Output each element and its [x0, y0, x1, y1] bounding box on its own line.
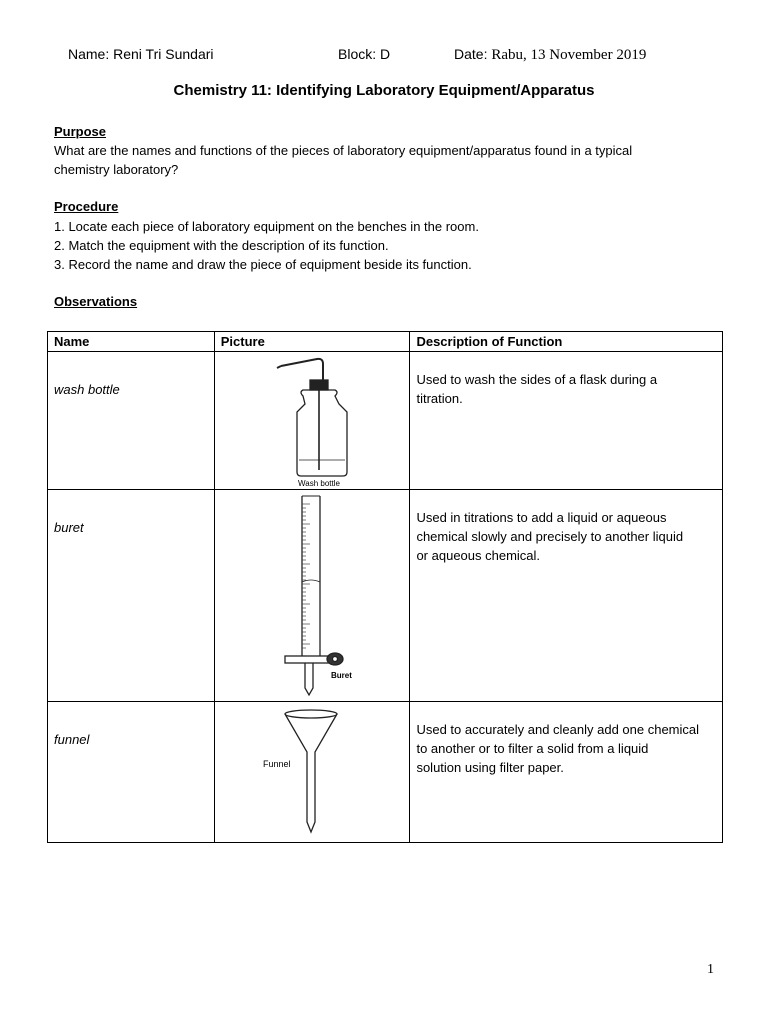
table-row — [48, 702, 723, 843]
date-field — [454, 46, 646, 64]
purpose-line-2: chemistry laboratory? — [54, 162, 179, 177]
picture-caption: Funnel — [262, 759, 291, 769]
purpose-heading: Purpose — [54, 124, 107, 139]
equipment-description — [410, 490, 723, 702]
description-line: or aqueous chemical. — [416, 548, 541, 563]
picture-caption: Wash bottle — [297, 479, 340, 488]
procedure-step-3: 3. Record the name and draw the piece of equipment beside its function. — [54, 257, 472, 272]
table-header-row — [48, 332, 723, 352]
column-header-description: Description of Function — [410, 332, 723, 352]
date-label: Date: — [454, 46, 488, 62]
table-row — [48, 490, 723, 702]
description-line: chemical slowly and precisely to another liquid — [416, 529, 684, 544]
equipment-picture — [214, 702, 410, 843]
equipment-description — [410, 352, 723, 490]
student-name: Name: Reni Tri Sundari — [68, 46, 214, 62]
page-number: 1 — [707, 962, 714, 977]
observations-table — [47, 331, 723, 843]
equipment-picture — [214, 490, 410, 702]
equipment-name: buret — [48, 490, 215, 702]
description-line: to another or to filter a solid from a liquid — [416, 741, 649, 756]
equipment-name: wash bottle — [48, 352, 215, 490]
equipment-description — [410, 702, 723, 843]
buret-graduations — [302, 504, 310, 648]
buret-illustration — [215, 490, 398, 702]
page-title: Chemistry 11: Identifying Laboratory Equipment/Apparatus — [173, 82, 595, 99]
description-line: Used to wash the sides of a flask during a — [416, 372, 658, 387]
equipment-picture — [214, 352, 410, 490]
picture-caption: Buret — [330, 671, 352, 680]
description-line: Used to accurately and cleanly add one chemical — [416, 722, 700, 737]
block-label: Block: D — [338, 46, 391, 62]
column-header-name: Name — [48, 332, 215, 352]
date-value: Rabu, 13 November 2019 — [491, 47, 647, 63]
procedure-heading: Procedure — [54, 199, 119, 214]
procedure-step-1: 1. Locate each piece of laboratory equipment on the benches in the room. — [54, 219, 479, 234]
column-header-picture: Picture — [214, 332, 410, 352]
description-line: Used in titrations to add a liquid or aqueous — [416, 510, 667, 525]
description-line: solution using filter paper. — [416, 760, 564, 775]
description-line: titration. — [416, 391, 463, 406]
table-row — [48, 352, 723, 490]
wash-bottle-illustration — [215, 352, 398, 490]
funnel-illustration — [215, 702, 398, 843]
procedure-step-2: 2. Match the equipment with the description of its function. — [54, 238, 389, 253]
purpose-line-1: What are the names and functions of the pieces of laboratory equipment/apparatus found in a typical — [54, 143, 633, 158]
equipment-name: funnel — [48, 702, 215, 843]
observations-heading: Observations — [54, 294, 138, 309]
